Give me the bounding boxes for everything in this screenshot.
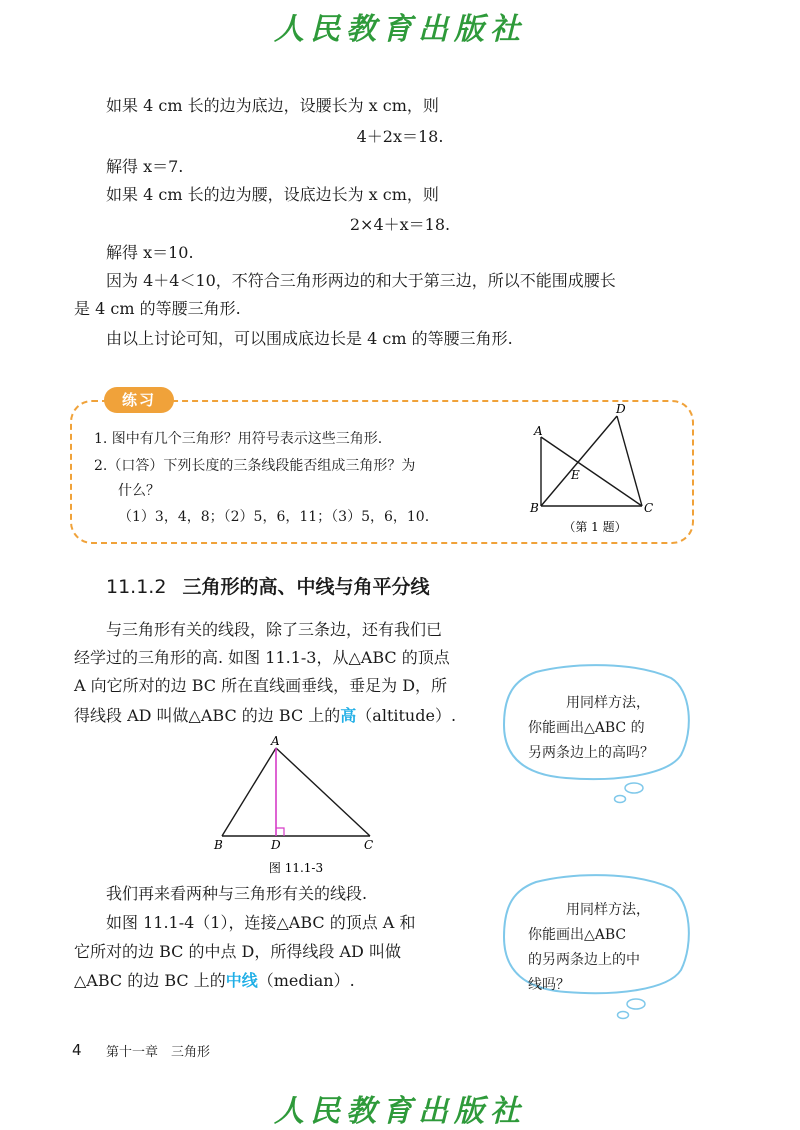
label-B: B: [214, 838, 223, 852]
label-E: E: [571, 468, 580, 482]
label-A: A: [271, 734, 280, 748]
altitude-line-2: 经学过的三角形的高. 如图 11.1-3，从△ABC 的顶点: [74, 648, 450, 667]
practice-tab: 练习: [104, 387, 174, 413]
solution-line-2: 解得 x＝7.: [106, 157, 184, 176]
equation-1: 4＋2x＝18.: [356, 127, 444, 146]
solution-line-5b: 是 4 cm 的等腰三角形.: [74, 299, 241, 318]
publisher-footer: 人民教育出版社: [274, 1094, 526, 1129]
segment-BD: [541, 416, 617, 506]
practice-figure: [520, 400, 670, 540]
label-C: C: [644, 501, 654, 515]
practice-question-2b: 什么？: [118, 483, 160, 499]
term-median: 中线: [225, 971, 258, 990]
solution-conclusion: 由以上讨论可知，可以围成底边长是 4 cm 的等腰三角形.: [106, 329, 513, 348]
bubble-1-line-1: 用同样方法，: [566, 695, 650, 711]
practice-question-1: 1. 图中有几个三角形？用符号表示这些三角形.: [94, 431, 383, 447]
bubble-2-line-4: 线吗？: [528, 977, 570, 993]
segment-DC: [617, 416, 642, 506]
chapter-title: 第十一章 三角形: [106, 1045, 211, 1060]
label-D: D: [271, 838, 281, 852]
label-C: C: [364, 838, 374, 852]
altitude-line-4-end: （altitude）.: [356, 706, 457, 725]
median-line-4-text: △ABC 的边 BC 上的: [74, 971, 226, 990]
figure-11-1-3-caption: 图 11.1-3: [268, 861, 324, 875]
section-number: 11.1.2: [106, 576, 167, 598]
altitude-line-1: 与三角形有关的线段，除了三条边，还有我们已: [106, 620, 443, 639]
median-line-1: 我们再来看两种与三角形有关的线段.: [106, 884, 368, 903]
right-angle-mark: [276, 828, 284, 836]
bubble-2-line-3: 的另两条边上的中: [528, 952, 640, 968]
altitude-line-4-text: 得线段 AD 叫做△ABC 的边 BC 上的: [74, 706, 341, 725]
median-line-4-end: （median）.: [257, 971, 355, 990]
solution-line-5a: 因为 4＋4＜10，不符合三角形两边的和大于第三边，所以不能围成腰长: [106, 271, 616, 290]
section-title: 三角形的高、中线与角平分线: [182, 576, 430, 598]
bubble-2-line-2: 你能画出△ABC: [528, 927, 627, 943]
label-A: A: [534, 424, 543, 438]
figure-11-1-3: [210, 732, 390, 880]
segment-AB: [222, 748, 276, 836]
altitude-line-3: A 向它所对的边 BC 所在直线画垂线，垂足为 D，所: [74, 676, 448, 695]
median-line-3: 它所对的边 BC 的中点 D，所得线段 AD 叫做: [74, 942, 401, 961]
publisher-header: 人民教育出版社: [274, 12, 526, 47]
term-altitude: 高: [340, 706, 357, 725]
segment-AC: [541, 437, 642, 506]
solution-line-4: 解得 x＝10.: [106, 243, 194, 262]
bubble-1-line-2: 你能画出△ABC 的: [528, 720, 645, 736]
segment-AC: [276, 748, 370, 836]
practice-question-2a: 2.（口答）下列长度的三条线段能否组成三角形？为: [94, 458, 416, 474]
median-line-2: 如图 11.1-4（1），连接△ABC 的顶点 A 和: [106, 913, 416, 932]
median-line-4: [74, 971, 355, 991]
page-number: 4: [72, 1041, 82, 1059]
practice-question-2-options: （1）3，4，8；（2）5，6，11；（3）5，6，10.: [118, 509, 430, 525]
solution-line-3: 如果 4 cm 长的边为腰，设底边长为 x cm，则: [106, 185, 439, 204]
section-heading: [106, 575, 429, 599]
equation-2: 2×4＋x＝18.: [349, 215, 451, 234]
bubble-2-line-1: 用同样方法，: [566, 902, 650, 918]
thought-bubble-2: [496, 872, 696, 1022]
label-B: B: [530, 501, 539, 515]
bubble-1-line-3: 另两条边上的高吗？: [528, 745, 654, 761]
practice-figure-caption: （第 1 题）: [563, 520, 627, 534]
label-D: D: [616, 402, 626, 416]
solution-line-1: 如果 4 cm 长的边为底边，设腰长为 x cm，则: [106, 96, 439, 115]
altitude-line-4: [74, 706, 456, 726]
